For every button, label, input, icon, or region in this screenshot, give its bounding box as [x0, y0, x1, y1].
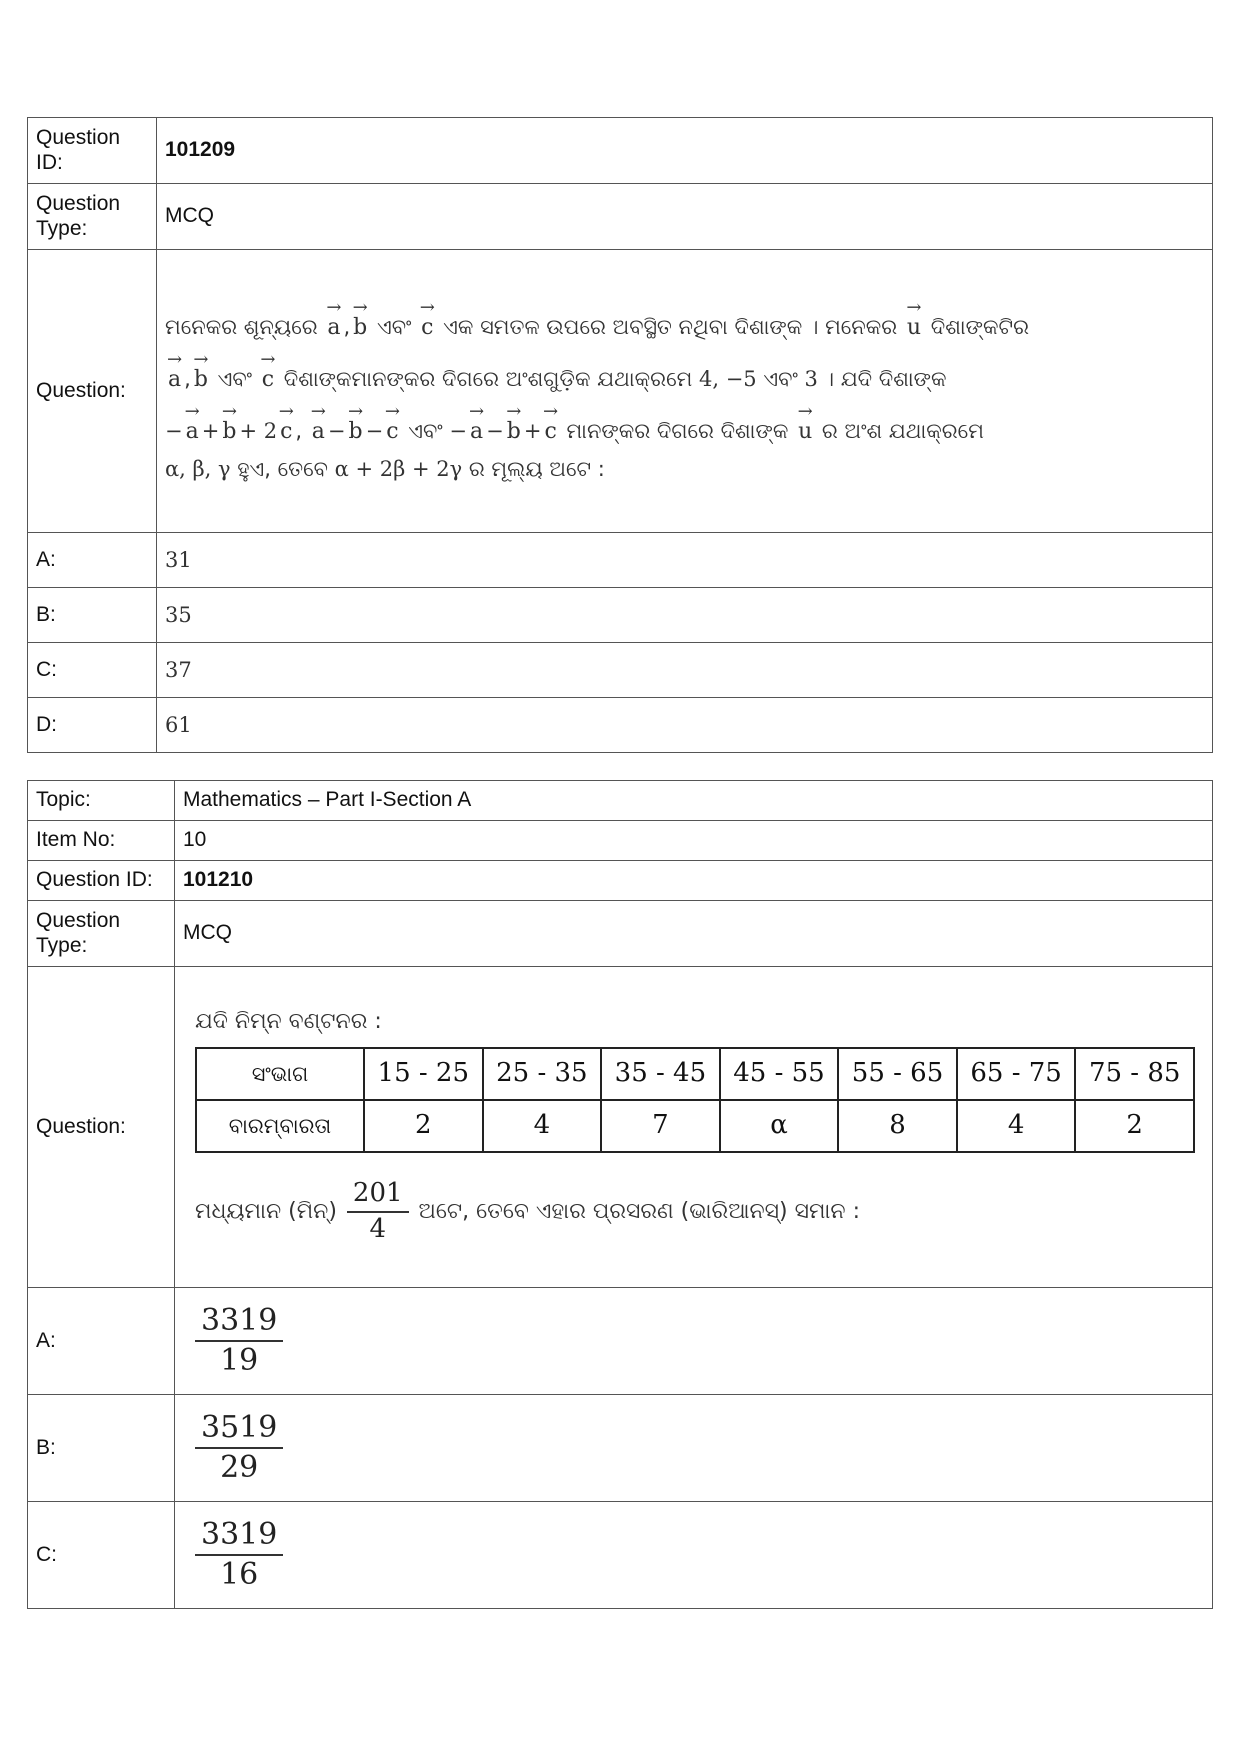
question-label: Question: [28, 967, 175, 1288]
question-id-label: Question ID: [28, 118, 157, 184]
vector-a: → a [470, 407, 483, 443]
frequency: 2 [1075, 1100, 1194, 1152]
item-no-label: Item No: [28, 821, 175, 861]
frequency: 4 [957, 1100, 1076, 1152]
question-type: MCQ [175, 901, 1213, 967]
class-interval: 45 - 55 [720, 1048, 839, 1100]
question-line-2: → a ,→ b ଏବଂ → c ଦିଶାଙ୍କମାନଙ୍କର ଦିଗରେ ଅଂଶଗୁଡ଼ିକ ଯଥାକ୍ରମେ 4, −5 ଏବଂ 3 । ଯଦି ଦିଶାଙ୍କ [165, 347, 1204, 399]
distribution-table [195, 1047, 1195, 1153]
question-mean-line: ମଧ୍ୟମାନ (ମିନ୍) $\frac{201}{4}$ ଅଟେ, ତେବେ ଏହାର ପ୍ରସରଣ (ଭାରିଆନସ୍) ସମାନ : [195, 1177, 860, 1244]
frequency: α [720, 1100, 839, 1152]
option-a-label: A: [28, 1288, 175, 1395]
vector-u: → u [798, 407, 812, 443]
class-interval: 75 - 85 [1075, 1048, 1194, 1100]
class-interval: 35 - 45 [601, 1048, 720, 1100]
question-line-4: α, β, γ ହୁଏ, ତେବେ α + 2β + 2γ ର ମୂଲ୍ୟ ଅଟେ : [165, 456, 605, 481]
topic: Mathematics – Part I-Section A [175, 781, 1213, 821]
frequency: 8 [838, 1100, 957, 1152]
frequency: 2 [364, 1100, 483, 1152]
question-id: 101209 [157, 118, 1213, 184]
vector-a: → a [168, 355, 181, 391]
option-d-label: D: [28, 698, 157, 753]
vector-b: → b [194, 355, 208, 391]
vector-c: → c [280, 407, 292, 443]
question-card-101209 [27, 117, 1213, 753]
question-line-3: −→ a +→ b + 2→ c , → a −→ b −→ c ଏବଂ −→ a −→ b +→ c ମାନଙ୍କର ଦିଗରେ ଦିଶାଙ୍କ → u ର ଅଂଶ ଯଥାକ୍ରମେ [165, 399, 1204, 451]
question-card-101210 [27, 780, 1213, 1609]
class-interval: 55 - 65 [838, 1048, 957, 1100]
vector-b: → b [349, 407, 363, 443]
frequency: 7 [601, 1100, 720, 1152]
option-a-value: $\frac{3319}{19}$ [175, 1288, 1213, 1395]
vector-c: → c [386, 407, 398, 443]
topic-label: Topic: [28, 781, 175, 821]
class-interval: 25 - 35 [483, 1048, 602, 1100]
mean-fraction: $\frac{201}{4}$ [347, 1179, 409, 1245]
option-d-value: 61 [157, 698, 1213, 753]
option-b-label: B: [28, 1395, 175, 1502]
option-c-label: C: [28, 643, 157, 698]
option-b-value: 35 [157, 588, 1213, 643]
option-c-label: C: [28, 1502, 175, 1609]
question-label: Question: [28, 250, 157, 533]
class-interval: 15 - 25 [364, 1048, 483, 1100]
question-text [157, 250, 1213, 533]
question-id: 101210 [175, 861, 1213, 901]
option-c-value: 37 [157, 643, 1213, 698]
vector-b: → b [222, 407, 236, 443]
vector-u: → u [907, 303, 921, 339]
vector-a: → a [327, 303, 340, 339]
question-id-label: Question ID: [28, 861, 175, 901]
vector-b: → b [507, 407, 521, 443]
class-interval: 65 - 75 [957, 1048, 1076, 1100]
vector-a: → a [312, 407, 325, 443]
option-a-label: A: [28, 533, 157, 588]
question-line-1: ମନେକର ଶୂନ୍ୟରେ → a ,→ b ଏବଂ → c ଏକ ସମତଳ ଉପରେ ଅବସ୍ଥିତ ନଥିବା ଦିଶାଙ୍କ । ମନେକର → u ଦିଶାଙ୍କଟିର [165, 295, 1204, 347]
vector-b: → b [353, 303, 367, 339]
frequency-label: ବାରମ୍ବାରତା [196, 1100, 364, 1152]
vector-c: → c [544, 407, 556, 443]
question-text [175, 967, 1213, 1288]
vector-c: → c [421, 303, 433, 339]
question-type-label: Question Type: [28, 901, 175, 967]
item-no: 10 [175, 821, 1213, 861]
option-b-label: B: [28, 588, 157, 643]
question-type-label: Question Type: [28, 184, 157, 250]
class-interval-label: ସଂଭାଗ [196, 1048, 364, 1100]
vector-a: → a [186, 407, 199, 443]
question-intro: ଯଦି ନିମ୍ନ ବଣ୍ଟନର : [195, 1009, 382, 1035]
option-a-value: 31 [157, 533, 1213, 588]
option-c-value: $\frac{3319}{16}$ [175, 1502, 1213, 1609]
question-type: MCQ [157, 184, 1213, 250]
frequency: 4 [483, 1100, 602, 1152]
vector-c: → c [262, 355, 274, 391]
option-b-value: $\frac{3519}{29}$ [175, 1395, 1213, 1502]
